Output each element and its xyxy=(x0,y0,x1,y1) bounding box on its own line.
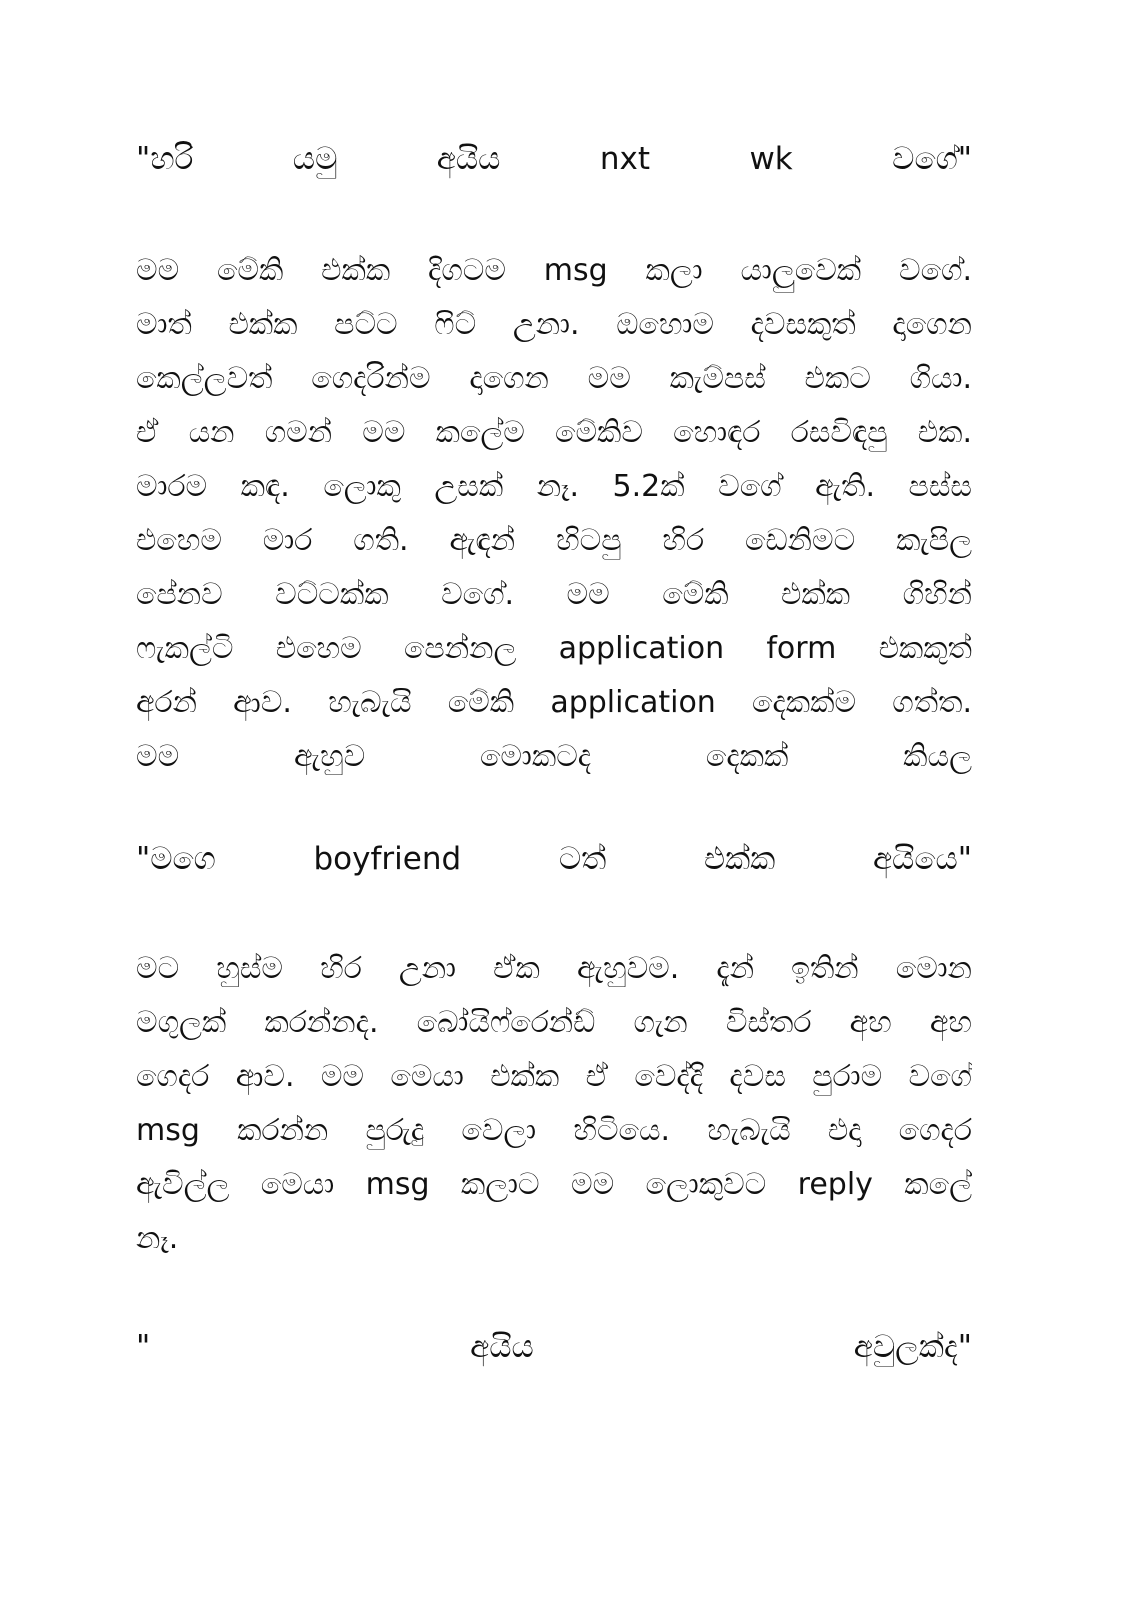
dialogue-line-2 xyxy=(136,832,972,886)
text-line: ඒ යන ගමන් මම කලේම මේකිව හොඳර රසවිඳපු එක. xyxy=(136,415,972,450)
dialogue-line-1 xyxy=(136,132,972,186)
dialogue-line-3 xyxy=(136,1320,972,1374)
text-line: "මගෙ boyfriend ටත් එක්ක අයියෙ" xyxy=(136,841,972,877)
text-line: මට හුස්ම හිර උනා ඒක ඇහුවම. දැන් ඉතින් මොන xyxy=(136,951,972,986)
text-line: msg කරන්න පුරුදු වෙලා හිටියෙ. හැබැයි එදා ගෙදර xyxy=(136,1113,972,1148)
text-line: මම ඇහුව මොකටද දෙකක් කියල xyxy=(136,739,972,774)
text-line: මගුලක් කරන්නද. බෝයිෆ්රෙන්ඩ් ගැන විස්තර අහ අහ xyxy=(136,1005,972,1040)
text-line: පේනව වට්ටක්ක වගේ. මම මේකි එක්ක ගිහින් xyxy=(136,577,972,612)
text-line: මම මේකි එක්ක දිගටම msg කලා යාලුවෙක් වගේ. xyxy=(136,253,972,288)
text-line: ෆැකල්ටි එහෙම පෙන්නල application form එකකුත් xyxy=(136,631,972,666)
text-line: " අයිය අවුලක්ද" xyxy=(136,1329,972,1365)
text-line: නෑ. xyxy=(136,1221,179,1256)
text-line: කෙල්ලවත් ගෙදරින්ම දාගෙන මම කැම්පස් එකට ගියා. xyxy=(136,361,972,396)
text-line: ගෙදර ආව. මම මෙයා එක්ක ඒ වෙද්දි දවස පුරාම වගේ xyxy=(136,1059,972,1094)
text-line: ඇවිල්ල මෙයා msg කලාට මම ලොකුවට reply කලේ xyxy=(136,1167,972,1202)
text-line: එහෙම මාර ගති. ඇඳන් හිටපු හිර ඩෙනිමට කැපිල xyxy=(136,523,972,558)
text-line: මාරම කඳ. ලොකු උසක් නෑ. 5.2ක් වගේ ඇති. පස්ස xyxy=(136,469,972,504)
paragraph-1 xyxy=(136,244,972,784)
text-line: අරන් ආව. හැබැයි මේකි application දෙකක්ම ගත්ත. xyxy=(136,685,972,720)
text-line: "හරි යමු අයිය nxt wk වගේ" xyxy=(136,141,972,177)
paragraph-2 xyxy=(136,942,972,1266)
text-line: මාත් එක්ක පට්ට ෆිට් උනා. ඔහොම දවසකුත් දාගෙන xyxy=(136,307,972,342)
